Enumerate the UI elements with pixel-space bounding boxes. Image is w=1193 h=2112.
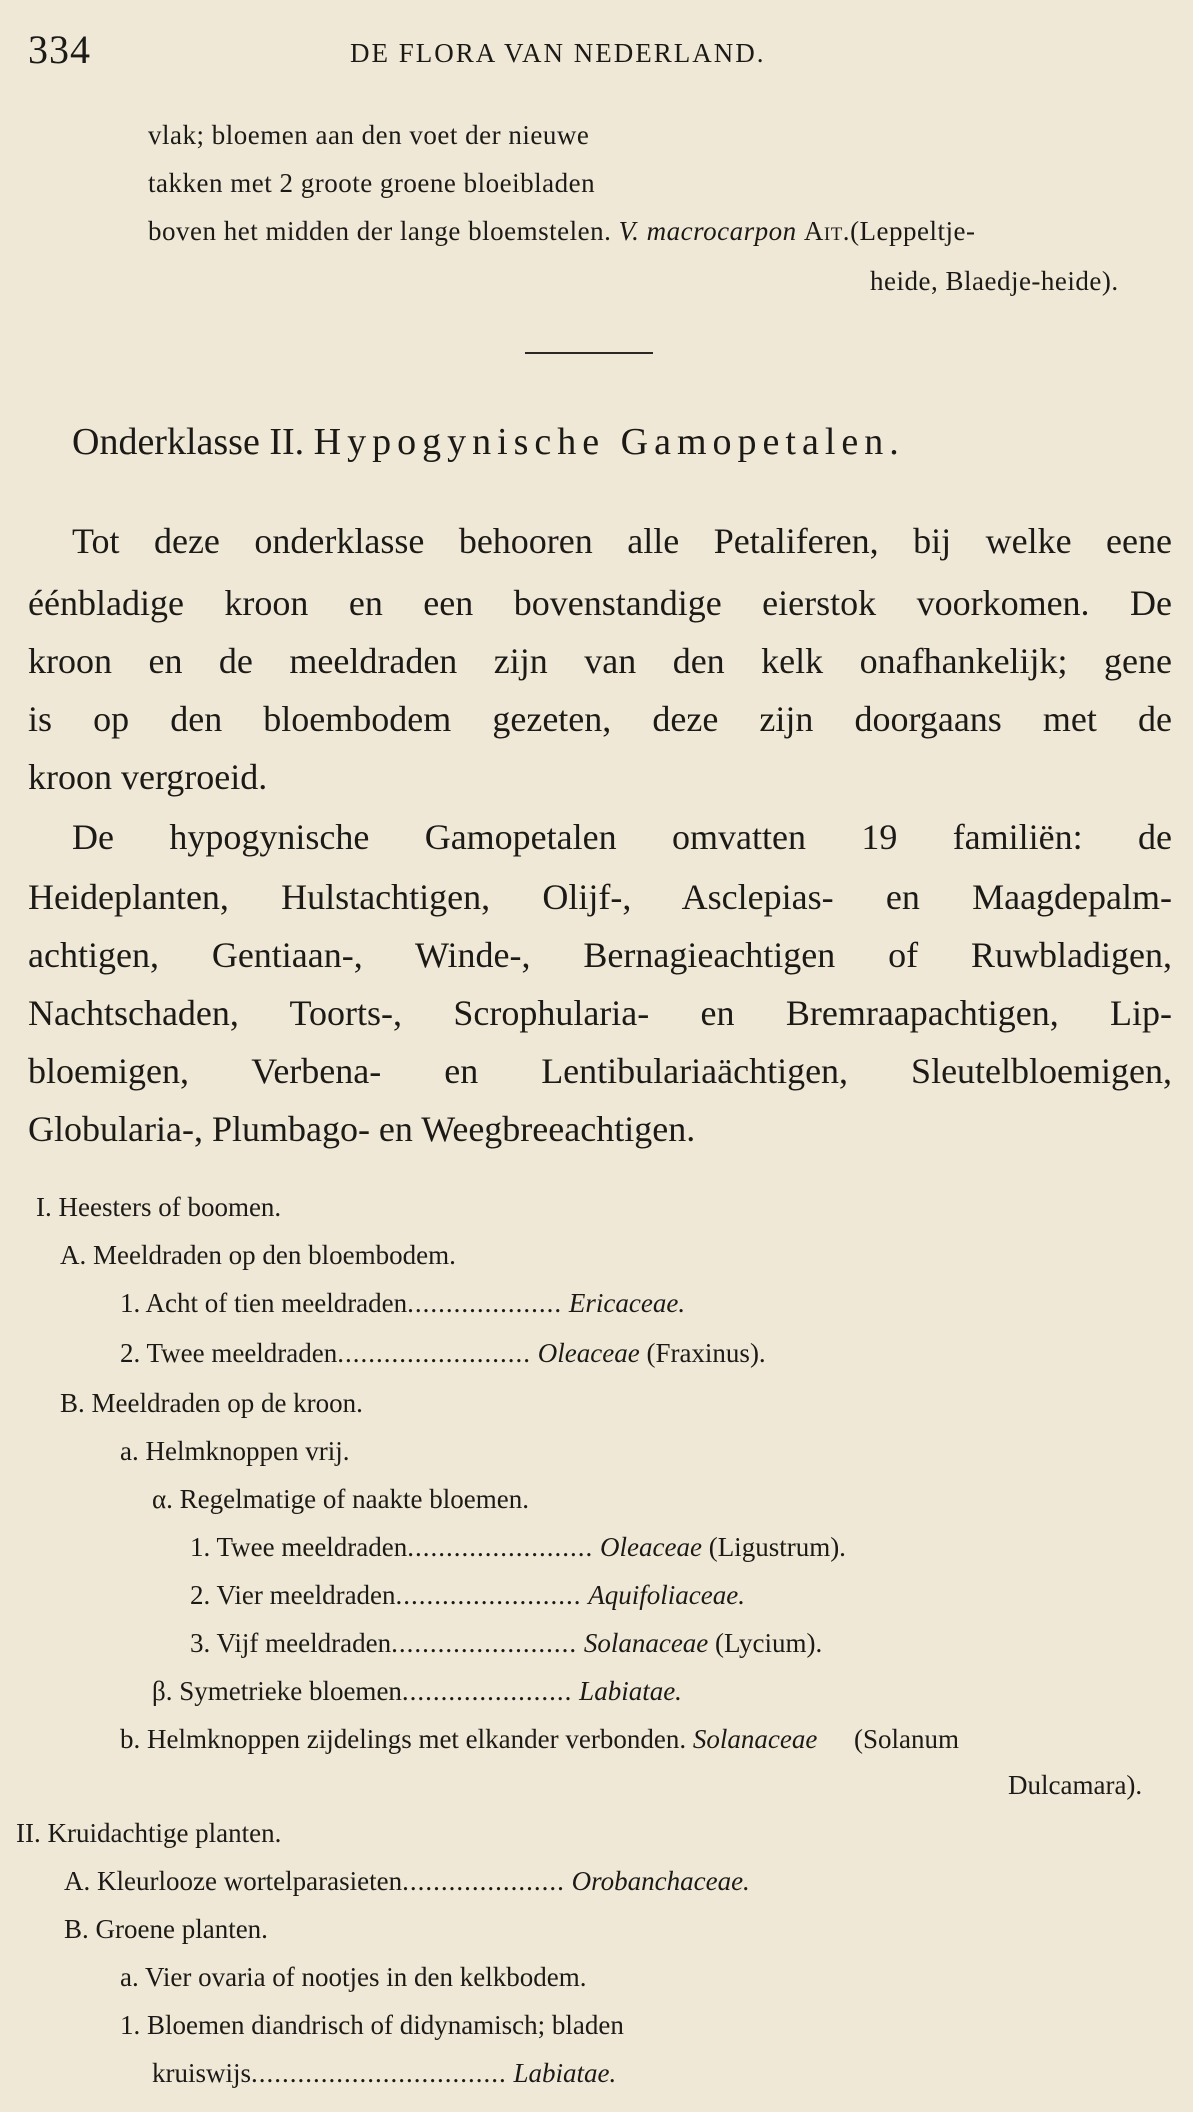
family-name: Labiatae. [513,2058,617,2088]
carryover-line-3 [148,216,976,247]
key-II-A [64,1866,750,1897]
leader-dots: .................... [407,1288,563,1318]
key-I-B: B. Meeldraden op de kroon. [60,1388,363,1418]
key-II-B-a-1-line-2 [152,2058,616,2089]
family-note: (Solanum [854,1724,960,1754]
key-I-A: A. Meeldraden op den bloembodem. [60,1240,456,1270]
key-II-B: B. Groene planten. [64,1914,268,1944]
key-I: I. Heesters of boomen. [36,1192,282,1222]
family-name: Ericaceae. [568,1288,686,1318]
carryover-line-4: heide, Blaedje-heide). [870,266,1119,296]
family-note: (Lycium). [715,1628,823,1658]
family-name: Oleaceae [537,1338,640,1368]
page-number: 334 [28,27,91,72]
key-I-B-b [120,1724,959,1755]
paragraph-1-line-4: is op den bloembodem gezeten, deze zijn doorgaans met de [28,699,1172,739]
key-II-B-a-1-line-1: 1. Bloemen diandrisch of didynamisch; bladen [120,2010,624,2040]
key-text: 2. Twee meeldraden [120,1338,338,1368]
carryover-line-1: vlak; bloemen aan den voet der nieuwe [148,120,590,150]
leader-dots: ................................. [251,2058,507,2088]
key-text: A. Kleurlooze wortelparasieten [64,1866,403,1896]
key-I-A-1 [120,1288,685,1319]
family-note: (Ligustrum). [708,1532,846,1562]
family-name: Aquifoliaceae. [588,1580,745,1610]
family-name: Oleaceae [600,1532,702,1562]
key-I-A-2 [120,1338,766,1369]
carryover-line-3-text: boven het midden der lange bloemstelen. [148,216,612,246]
leader-dots: ........................ [407,1532,594,1562]
common-name-1: (Leppeltje- [850,216,976,246]
paragraph-1-line-3: kroon en de meeldraden zijn van den kelk onafhankelijk; gene [28,641,1172,681]
species-author: Ait. [803,216,851,246]
key-I-B-a: a. Helmknoppen vrij. [120,1436,350,1466]
family-name: Solanaceae [583,1628,709,1658]
carryover-line-2: takken met 2 groote groene bloeibladen [148,168,596,198]
paragraph-2-line-2: Heideplanten, Hulstachtigen, Olijf-, Asclepias- en Maagdepalm- [28,877,1172,917]
subclass-heading [72,420,905,464]
subclass-prefix: Onderklasse II. [72,421,305,463]
section-divider [525,352,653,354]
key-text: 1. Acht of tien meeldraden [120,1288,408,1318]
paragraph-1-line-2: éénbladige kroon en een bovenstandige eierstok voorkomen. De [28,583,1172,623]
key-text: 3. Vijf meeldraden [190,1628,392,1658]
paragraph-1-line-1: Tot deze onderklasse behooren alle Petaliferen, bij welke eene [72,521,1172,561]
running-title: DE FLORA VAN NEDERLAND. [350,38,766,68]
leader-dots: ..................... [402,1866,565,1896]
paragraph-2-line-5: bloemigen, Verbena- en Lentibulariaächtigen, Sleutelbloemigen, [28,1051,1172,1091]
key-alpha: α. Regelmatige of naakte bloemen. [152,1484,530,1514]
leader-dots: ...................... [401,1676,573,1706]
paragraph-2-line-3: achtigen, Gentiaan-, Winde-, Bernagieachtigen of Ruwbladigen, [28,935,1172,975]
species-name: V. macrocarpon [618,216,797,246]
key-text: 1. Twee meeldraden [190,1532,408,1562]
paragraph-2-line-6: Globularia-, Plumbago- en Weegbreeachtigen. [28,1109,696,1149]
paragraph-1-line-5: kroon vergroeid. [28,757,268,797]
paragraph-2-line-1: De hypogynische Gamopetalen omvatten 19 familiën: de [72,817,1172,857]
key-II-B-a: a. Vier ovaria of nootjes in den kelkbodem. [120,1962,587,1992]
key-text: 2. Vier meeldraden [190,1580,396,1610]
leader-dots: ........................ [391,1628,578,1658]
family-name: Solanaceae [692,1724,818,1754]
family-name: Orobanchaceae. [571,1866,750,1896]
key-alpha-2 [190,1580,745,1611]
key-alpha-3 [190,1628,822,1659]
key-II: II. Kruidachtige planten. [16,1818,282,1848]
paragraph-2-line-4: Nachtschaden, Toorts-, Scrophularia- en Bremraapachtigen, Lip- [28,993,1172,1033]
key-I-B-b-continued: Dulcamara). [1008,1770,1143,1800]
subclass-name: Hypogynische Gamopetalen. [313,421,905,463]
key-text: b. Helmknoppen zijdelings met elkander verbonden. [120,1724,687,1754]
family-note: (Fraxinus). [646,1338,766,1368]
family-name: Labiatae. [579,1676,682,1706]
key-text: kruiswijs [152,2058,252,2088]
key-alpha-1 [190,1532,846,1563]
leader-dots: ......................... [337,1338,532,1368]
key-beta [152,1676,682,1707]
leader-dots: ........................ [395,1580,582,1610]
key-text: β. Symetrieke bloemen [152,1676,402,1706]
